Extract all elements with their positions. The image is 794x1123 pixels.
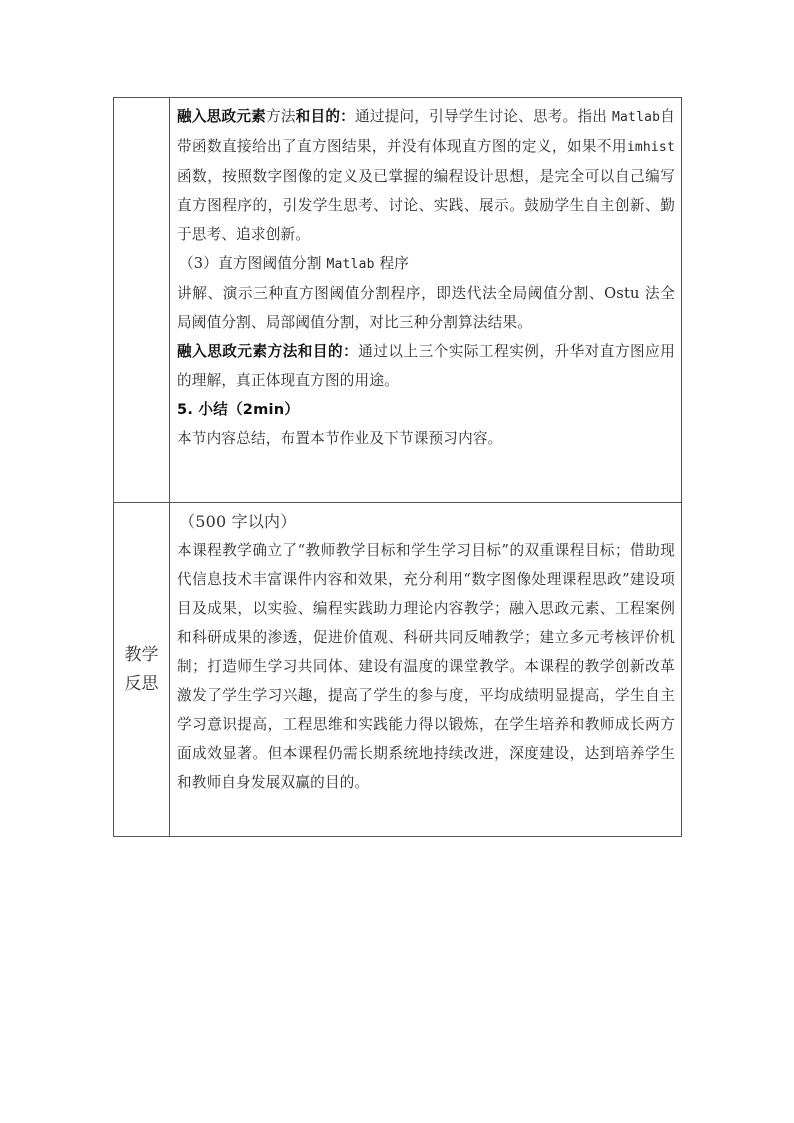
paragraph-text: 通过提问，引导学生讨论、思考。指出 (354, 108, 612, 125)
paragraph-text: 通过以上三个实际工程实例，升华对直方图应用的理解，真正体现直方图的用途。 (177, 343, 675, 389)
code-term-matlab: Matlab (611, 110, 661, 125)
teaching-reflection-content (170, 503, 681, 797)
code-term-imhist: imhist (626, 140, 675, 155)
teaching-process-content (170, 98, 681, 453)
label-line-1: 教学 (124, 644, 159, 665)
lesson-plan-table (113, 97, 682, 837)
paragraph-text: 函数，按照数字图像的定义及已掌握的编程设计思想，是完全可以自己编写直方图程序的，引发学生思考、讨论、实践、展示。鼓励学生自主创新、勤于思考、追求创新。 (177, 168, 675, 243)
subheading-suffix: 程序 (374, 255, 410, 272)
subheading-prefix: （3）直方图阈值分割 (179, 255, 327, 272)
ideology-method-paragraph-1 (177, 102, 675, 249)
paragraph-text: 自带函数直接给出了直方图结果，并没有体现直方图的定义，如果不用 (177, 108, 675, 155)
label-method: 方法 (265, 108, 296, 125)
word-limit-note: （500 字以内） (179, 512, 297, 531)
summary-heading: 5. 小结（2min） (177, 401, 300, 418)
code-term-matlab: Matlab (326, 257, 375, 272)
threshold-description: 讲解、演示三种直方图阈值分割程序，即迭代法全局阈值分割、Ostu 法全局阈值分割、局部阈值分割，对比三种分割算法结果。 (177, 285, 675, 331)
teaching-process-row (114, 98, 682, 503)
ideology-method-paragraph-2 (177, 337, 675, 395)
bold-label-ideology-purpose: 融入思政元素方法和目的： (177, 343, 359, 360)
section-subheading-threshold (177, 249, 675, 279)
summary-text: 本节内容总结，布置本节作业及下节课预习内容。 (177, 430, 503, 447)
row-label-empty (114, 98, 170, 503)
bold-label-purpose: 和目的： (295, 108, 355, 125)
reflection-body: 本课程教学确立了“教师教学目标和学生学习目标”的双重课程目标；借助现代信息技术丰富课件内容和效果，充分利用“数字图像处理课程思政”建设项目及成果，以实验、编程实践助力理论内容教学；融入思政元素、工程案例和科研成果的渗透，促进价值观、科研共同反哺教学；建立多元考核评价机制；打造师生学习共同体、建设有温度的课堂教学。本课程的教学创新改革激发了学生学习兴趣，提高了学生的参与度，平均成绩明显提高，学生自主学习意识提高，工程思维和实践能力得以锻炼，在学生培养和教师成长两方面成效显著。但本课程仍需长期系统地持续改进，深度建设，达到培养学生和教师自身发展双赢的目的。 (177, 542, 675, 791)
teaching-process-content-cell (170, 98, 682, 503)
teaching-reflection-row (114, 503, 682, 837)
label-line-2: 反思 (124, 673, 159, 694)
teaching-reflection-content-cell (170, 503, 682, 837)
bold-label-ideology: 融入思政元素 (177, 108, 266, 125)
teaching-reflection-label (114, 503, 170, 837)
